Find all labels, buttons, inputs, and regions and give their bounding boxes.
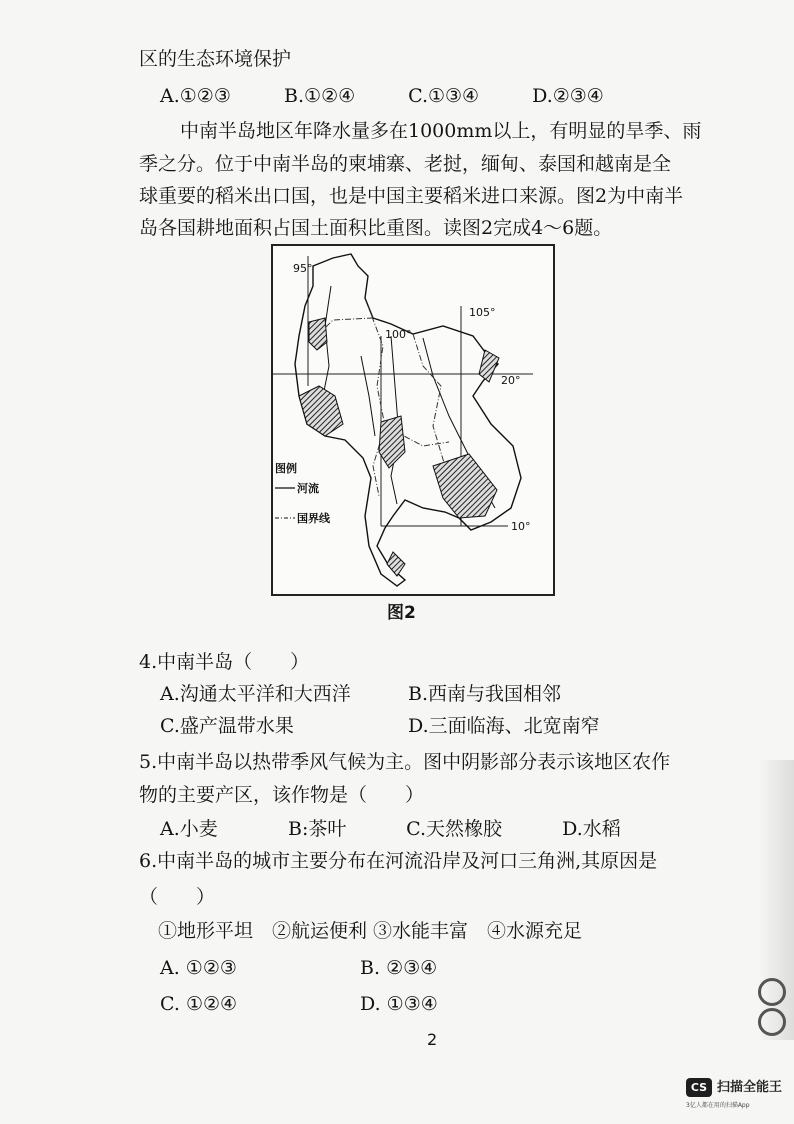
q3-option-b: B.①②④ <box>284 85 356 107</box>
figure-caption: 图2 <box>387 603 416 623</box>
camscanner-logo: CS <box>686 1078 712 1097</box>
lon-label-100: 100° <box>385 328 412 341</box>
question-6-stem-line-1: 6.中南半岛的城市主要分布在河流沿岸及河口三角洲,其原因是 <box>139 850 658 872</box>
question-5-stem-line-1: 5.中南半岛以热带季风气候为主。图中阴影部分表示该地区农作 <box>139 751 671 773</box>
lat-label-10: 10° <box>511 520 531 533</box>
passage-line-3: 球重要的稻米出口国，也是中国主要稻米进口来源。图2为中南半 <box>139 185 684 207</box>
passage-line-1: 中南半岛地区年降水量多在1000mm以上，有明显的旱季、雨 <box>180 120 702 142</box>
scan-edge-shadow <box>758 760 794 1040</box>
scan-ring-mark <box>758 978 786 1006</box>
q3-option-d: D.②③④ <box>532 85 604 107</box>
question-6-options-row-2 <box>160 995 438 1014</box>
legend-title: 图例 <box>275 462 297 475</box>
q3-option-c: C.①③④ <box>408 85 480 107</box>
question-3-options <box>160 87 604 106</box>
q4-option-b: B.西南与我国相邻 <box>408 683 562 705</box>
camscanner-name: 扫描全能王 <box>717 1080 783 1095</box>
map-shaded-regions <box>299 318 499 576</box>
page-number: 2 <box>427 1030 438 1049</box>
question-6-choices: ①地形平坦 ②航运便利 ③水能丰富 ④水源充足 <box>158 920 583 942</box>
q5-option-a: A.小麦 <box>160 818 218 840</box>
question-4-options-row-2 <box>160 717 600 736</box>
passage-line-4: 岛各国耕地面积占国土面积比重图。读图2完成4～6题。 <box>139 217 613 239</box>
question-4-options-row-1 <box>160 685 561 704</box>
q6-option-c: C. ①②④ <box>160 993 238 1015</box>
q4-option-a: A.沟通太平洋和大西洋 <box>160 683 351 705</box>
q6-option-b: B. ②③④ <box>360 957 438 979</box>
legend-border-label: 国界线 <box>297 512 330 525</box>
question-4-stem: 4.中南半岛（ ） <box>139 651 310 673</box>
q6-option-a: A. ①②③ <box>160 957 237 979</box>
q3-option-a: A.①②③ <box>160 85 231 107</box>
figure-2-map <box>271 244 555 596</box>
camscanner-subtitle: 3亿人都在用的扫描App <box>686 1102 750 1109</box>
passage-line-2: 季之分。位于中南半岛的柬埔寨、老挝，缅甸、泰国和越南是全 <box>139 153 672 175</box>
scan-ring-mark <box>758 1008 786 1036</box>
question-5-stem-line-2: 物的主要产区，该作物是（ ） <box>139 784 425 806</box>
question-5-options <box>160 820 621 839</box>
q6-option-d: D. ①③④ <box>360 993 438 1015</box>
lon-label-105: 105° <box>469 306 496 319</box>
question-3-tail: 区的生态环境保护 <box>139 48 292 70</box>
legend-river-label: 河流 <box>297 482 319 495</box>
lon-label-95: 95° <box>293 262 313 275</box>
question-6-options-row-1 <box>160 959 437 978</box>
q4-option-c: C.盛产温带水果 <box>160 715 294 737</box>
lat-label-20: 20° <box>501 374 521 387</box>
q5-option-c: C.天然橡胶 <box>406 818 502 840</box>
q5-option-b: B:茶叶 <box>288 818 347 840</box>
q5-option-d: D.水稻 <box>562 818 621 840</box>
map-svg <box>273 246 553 594</box>
question-6-stem-line-2: （ ） <box>139 886 216 908</box>
q4-option-d: D.三面临海、北宽南窄 <box>408 715 600 737</box>
scanner-watermark <box>686 1078 783 1109</box>
